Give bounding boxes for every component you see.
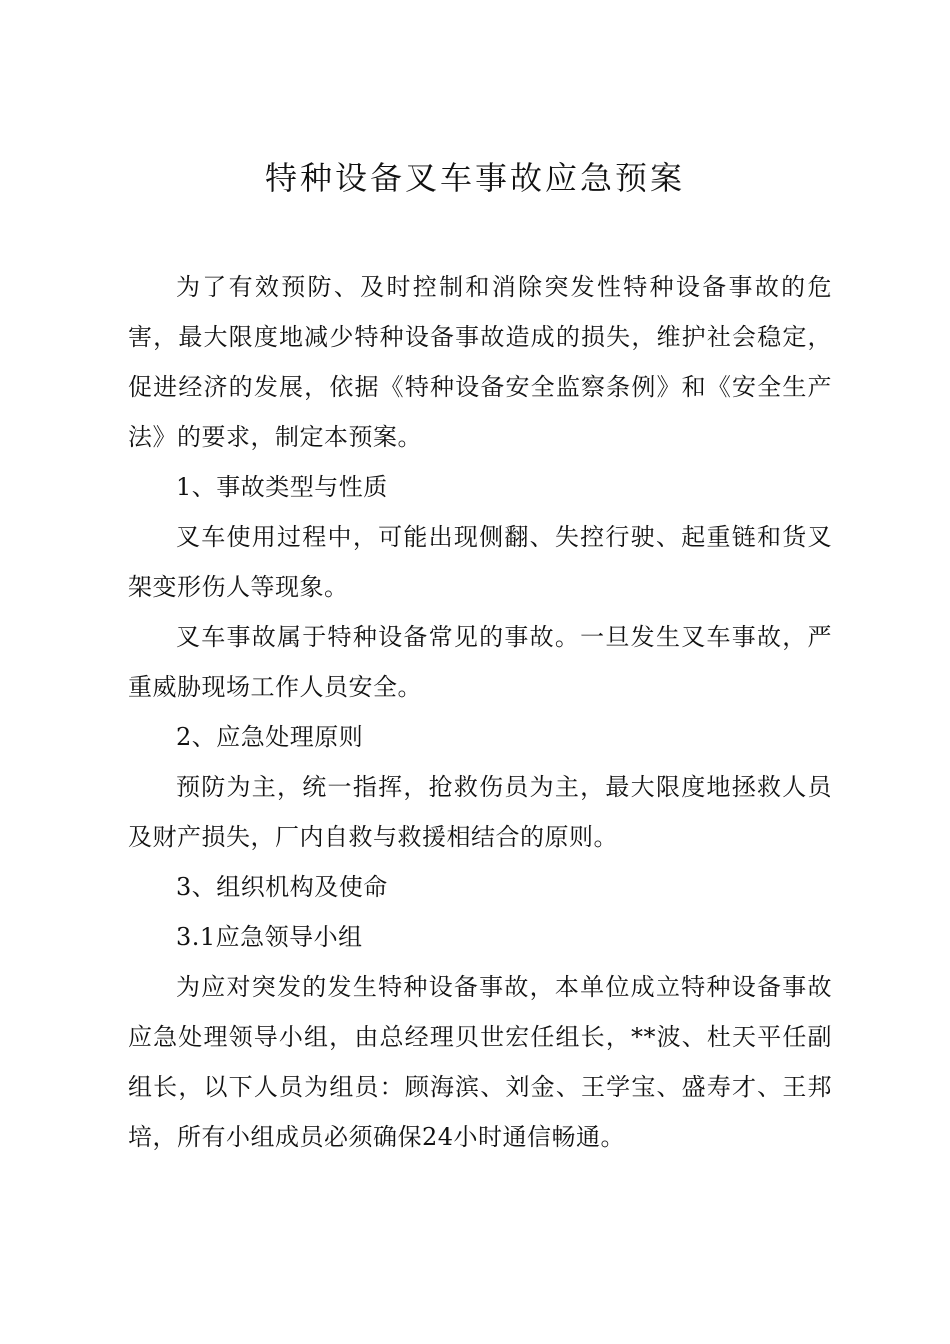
paragraph-principles: 预防为主，统一指挥，抢救伤员为主，最大限度地拯救人员及财产损失，厂内自救与救援相结合的原则。	[128, 773, 832, 851]
subsection-heading-3-1: 3.1应急领导小组	[176, 923, 363, 951]
section-heading-3: 3、组织机构及使命	[176, 873, 388, 901]
section-heading-2: 2、应急处理原则	[176, 723, 364, 751]
paragraph-intro: 为了有效预防、及时控制和消除突发性特种设备事故的危害，最大限度地减少特种设备事故造成的损失，维护社会稳定，促进经济的发展，依据《特种设备安全监察条例》和《安全生产法》的要求，制定本预案。	[128, 273, 832, 451]
paragraph-leadership-group: 为应对突发的发生特种设备事故，本单位成立特种设备事故应急处理领导小组，由总经理贝世宏任组长，**波、杜天平任副组长，以下人员为组员：顾海滨、刘金、王学宝、盛寿才、王邦培，所有小组成员必须确保24小时通信畅通。	[128, 973, 832, 1151]
paragraph-accident-types: 叉车使用过程中，可能出现侧翻、失控行驶、起重链和货叉架变形伤人等现象。	[128, 523, 832, 601]
paragraph-accident-nature: 叉车事故属于特种设备常见的事故。一旦发生叉车事故，严重威胁现场工作人员安全。	[128, 623, 832, 701]
document-title: 特种设备叉车事故应急预案	[264, 159, 685, 197]
section-heading-1: 1、事故类型与性质	[176, 473, 388, 501]
document-body	[128, 262, 832, 1162]
